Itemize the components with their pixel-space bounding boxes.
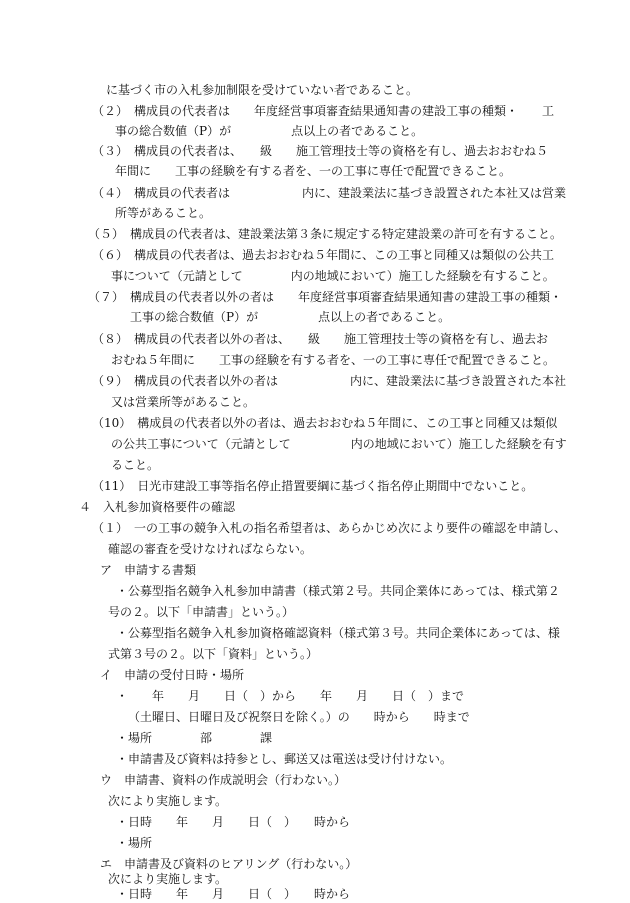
text-line: ・場所 — [116, 836, 153, 850]
text-line: （土曜日、日曜日及び祝祭日を除く。）の 時から 時まで — [128, 710, 470, 724]
text-line: 事の総合数値（P）が 点以上の者であること。 — [115, 124, 424, 138]
text-line: ・ 年 月 日（ ）から 年 月 日（ ）まで — [116, 689, 465, 703]
text-line: ・公募型指名競争入札参加資格確認資料（様式第３号。共同企業体にあっては、様 — [116, 626, 560, 640]
text-line: 確認の審査を受けなければならない。 — [108, 542, 313, 556]
text-line: （８） 構成員の代表者以外の者は、 級 施工管理技士等の資格を有し、過去お — [92, 332, 549, 346]
text-line: に基づく市の入札参加制限を受けていない者であること。 — [106, 83, 419, 97]
text-line: おむね５年間に 工事の経験を有する者を、一の工事に専任で配置できること。 — [111, 353, 556, 367]
text-line: 次により実施します。 — [108, 872, 228, 886]
text-line: の公共工事について（元請として 内の地域において）施工した経験を有す — [111, 437, 567, 451]
text-line: 次により実施します。 — [108, 794, 228, 808]
text-line: （10） 構成員の代表者以外の者は、過去おおむね５年間に、この工事と同種又は類似 — [92, 416, 558, 430]
text-line: （６） 構成員の代表者は、過去おおむね５年間に、この工事と同種又は類似の公共工 — [92, 248, 555, 262]
text-line: ・公募型指名競争入札参加申請書（様式第２号。共同企業体にあっては、様式第２ — [116, 584, 560, 598]
text-line: 式第３号の２。以下「資料」という。） — [108, 647, 319, 661]
subsection-heading: エ 申請書及び資料のヒアリング（行わない。） — [100, 857, 358, 871]
subsection-heading: イ 申請の受付日時・場所 — [100, 668, 245, 682]
text-line: （11） 日光市建設工事等指名停止措置要綱に基づく指名停止期間中でないこと。 — [92, 479, 534, 493]
text-line: 号の２。以下「申請書」という。） — [108, 605, 295, 619]
text-line: 所等があること。 — [115, 206, 212, 220]
subsection-heading: ア 申請する書類 — [100, 563, 197, 577]
text-line: ・場所 部 課 — [116, 731, 273, 745]
text-line: ・日時 年 月 日（ ） 時から — [116, 815, 351, 829]
text-line: （３） 構成員の代表者は、 級 施工管理技士等の資格を有し、過去おおむね５ — [92, 144, 549, 158]
text-line: 又は営業所等があること。 — [111, 395, 256, 409]
text-line: 年間に 工事の経験を有する者を、一の工事に専任で配置できること。 — [115, 164, 512, 178]
text-line: ・申請書及び資料は持参とし、郵送又は電送は受け付けない。 — [116, 752, 453, 766]
text-line: （９） 構成員の代表者以外の者は 内に、建設業法に基づき設置された本社 — [92, 374, 567, 388]
text-line: ・日時 年 月 日（ ） 時から — [116, 887, 351, 901]
text-line: （１） 一の工事の競争入札の指名希望者は、あらかじめ次により要件の確認を申請し、 — [92, 521, 567, 535]
text-line: （７） 構成員の代表者以外の者は 年度経営事項審査結果通知書の建設工事の種類・ — [88, 290, 563, 304]
text-line: （５） 構成員の代表者は、建設業法第３条に規定する特定建設業の許可を有すること。 — [88, 227, 563, 241]
text-line: ること。 — [111, 458, 160, 472]
subsection-heading: ウ 申請書、資料の作成説明会（行わない。） — [100, 773, 347, 787]
text-line: 事について（元請として 内の地域において）施工した経験を有すること。 — [111, 269, 555, 283]
section-heading: ４ 入札参加資格要件の確認 — [79, 500, 236, 514]
text-line: （２） 構成員の代表者は 年度経営事項審査結果通知書の建設工事の種類・ 工 — [92, 104, 555, 118]
text-line: （４） 構成員の代表者は 内に、建設業法に基づき設置された本社又は営業 — [92, 186, 567, 200]
text-line: 工事の総合数値（P）が 点以上の者であること。 — [130, 310, 451, 324]
